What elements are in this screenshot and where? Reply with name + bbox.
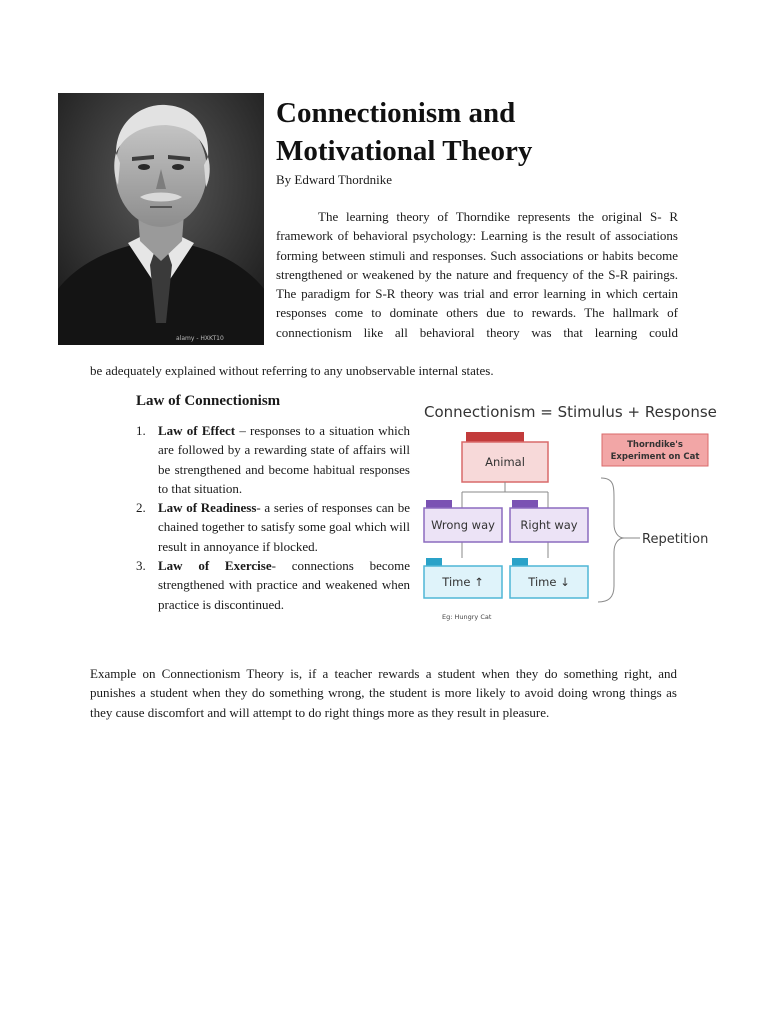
law-item-exercise — [136, 556, 410, 614]
law-term: Law of Exercise — [158, 558, 272, 574]
photo-watermark: alamy - HXKT10 — [176, 335, 224, 342]
time-down-label: Time ↓ — [528, 575, 570, 589]
intro-line-2: R framework of behavioral psychology: Learning is the result of — [276, 209, 678, 244]
intro-line-1: The learning theory of Thorndike represents the original S- — [318, 209, 662, 224]
law-term: Law of Readiness — [158, 500, 257, 516]
law-text: - a series of responses can be chained together to satisfy some goal which will result in annoyance if blocked. — [158, 500, 410, 554]
diagram-title: Connectionism = Stimulus + Response — [424, 403, 717, 421]
title-line-2: Motivational Theory — [276, 135, 533, 167]
law-heading: Law of Connectionism — [136, 393, 281, 409]
law-list — [136, 421, 410, 614]
example-paragraph: Example on Connectionism Theory is, if a teacher rewards a student when they do something right, and punishes a student when they do something wrong, the student is more likely to avoid doing wrong things as they cause discomfort and will attempt to do right things more as they result in pleasure. — [90, 666, 677, 720]
byline: By Edward Thordnike — [276, 172, 393, 187]
intro-line-4: associations or habits become strengthened or weakened by the — [276, 247, 678, 282]
diagram-footnote: Eg: Hungry Cat — [442, 613, 492, 621]
law-number: 2. — [136, 500, 146, 516]
law-number: 3. — [136, 558, 146, 574]
badge-line-1: Thorndike's — [627, 440, 683, 450]
intro-line-5: nature and frequency of the S-R pairings. The paradigm for S-R — [276, 266, 679, 302]
law-item-readiness — [136, 498, 410, 556]
badge-line-2: Experiment on Cat — [610, 452, 700, 462]
law-number: 1. — [136, 423, 146, 438]
page-title — [276, 94, 532, 170]
law-item-effect — [136, 421, 410, 498]
portrait-photo — [58, 93, 264, 345]
intro-line-3: associations forming between stimuli and responses. Such — [276, 228, 678, 263]
repetition-label: Repetition — [642, 532, 709, 547]
title-line-1: Connectionism and — [276, 97, 516, 129]
law-text: - connections become strengthened with practice and weakened when practice is discontinued. — [158, 558, 411, 612]
intro-line-7: come to dominate others due to rewards. The hallmark of — [334, 305, 678, 321]
wrong-way-label: Wrong way — [431, 518, 495, 532]
time-up-label: Time ↑ — [442, 575, 484, 589]
intro-paragraph-end: be adequately explained without referring to any unobservable internal states. — [90, 363, 494, 378]
portrait-illustration — [58, 93, 264, 345]
connectionism-diagram — [418, 396, 718, 628]
animal-label: Animal — [485, 455, 525, 469]
right-way-label: Right way — [520, 518, 578, 532]
intro-paragraph — [276, 207, 678, 342]
intro-line-8: connectionism like all behavioral theory was that learning could — [276, 324, 678, 340]
law-text: – responses to a situation which are followed by a rewarding state of affairs will be strengthened and become habitual responses to that situation. — [158, 423, 410, 496]
law-term: Law of Effect — [158, 423, 236, 438]
intro-line-6: theory was trial and error learning in which certain responses — [276, 286, 678, 321]
